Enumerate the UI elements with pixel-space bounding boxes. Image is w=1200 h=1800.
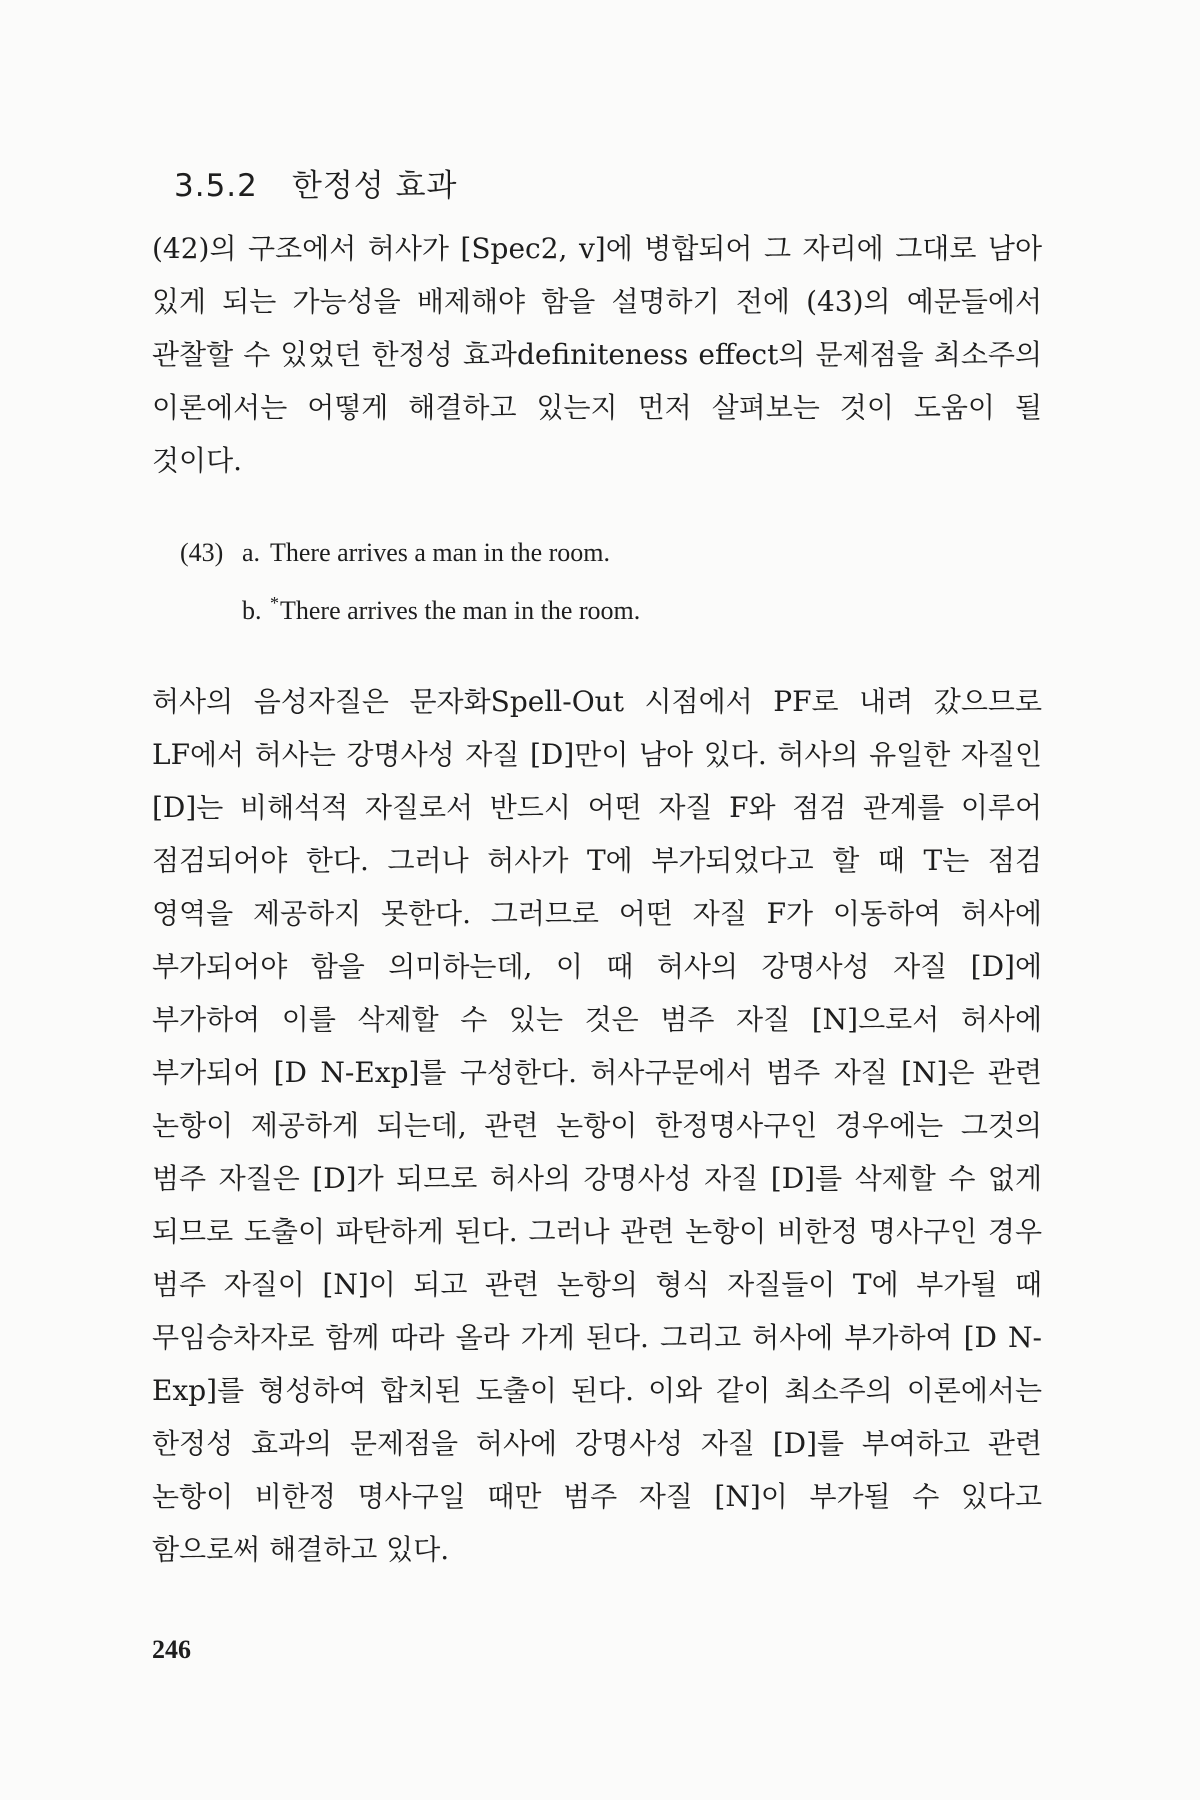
ungrammatical-mark: *	[270, 593, 279, 613]
example-sentence-b: There arrives the man in the room.	[280, 596, 641, 625]
section-heading	[174, 160, 457, 205]
paragraph-intro: (42)의 구조에서 허사가 [Spec2, v]에 병합되어 그 자리에 그대로 남아 있게 되는 가능성을 배제해야 함을 설명하기 전에 (43)의 예문들에서 관찰할 수 있었던 한정성 효과definiteness effect의 문제점을 최소주의 이론에서는 어떻게 해결하고 있는지 먼저 살펴보는 것이 도움이 될 것이다.	[152, 232, 1042, 477]
example-sentence-a: There arrives a man in the room.	[270, 538, 611, 567]
example-number: (43)	[180, 538, 224, 567]
example-row-b	[180, 578, 640, 629]
section-title: 한정성 효과	[291, 168, 458, 204]
page-number: 246	[152, 1635, 191, 1664]
example-label-b: b.	[242, 596, 262, 625]
section-number: 3.5.2	[174, 168, 258, 204]
paragraph-explanation: 허사의 음성자질은 문자화Spell-Out 시점에서 PF로 내려 갔으므로 LF에서 허사는 강명사성 자질 [D]만이 남아 있다. 허사의 유일한 자질인 [D]는 비해석적 자질로서 반드시 어떤 자질 F와 점검 관계를 이루어 점검되어야 한다. 그러나 허사가 T에 부가되었다고 할 때 T는 점검 영역을 제공하지 못한다. 그러므로 어떤 자질 F가 이동하여 허사에 부가되어야 함을 의미하는데, 이 때 허사의 강명사성 자질 [D]에 부가하여 이를 삭제할 수 있는 것은 범주 자질 [N]으로서 허사에 부가되어 [D N-Exp]를 구성한다. 허사구문에서 범주 자질 [N]은 관련 논항이 제공하게 되는데, 관련 논항이 한정명사구인 경우에는 그것의 범주 자질은 [D]가 되므로 허사의 강명사성 자질 [D]를 삭제할 수 없게 되므로 도출이 파탄하게 된다. 그러나 관련 논항이 비한정 명사구인 경우 범주 자질이 [N]이 되고 관련 논항의 형식 자질들이 T에 부가될 때 무임승차자로 함께 따라 올라 가게 된다. 그리고 허사에 부가하여 [D N-Exp]를 형성하여 합치된 도출이 된다. 이와 같이 최소주의 이론에서는 한정성 효과의 문제점을 허사에 강명사성 자질 [D]를 부여하고 관련 논항이 비한정 명사구일 때만 범주 자질 [N]이 부가될 수 있다고 함으로써 해결하고 있다.	[152, 685, 1042, 1566]
example-row-a	[180, 527, 640, 578]
example-43	[180, 527, 640, 629]
example-label-a: a.	[242, 538, 261, 567]
